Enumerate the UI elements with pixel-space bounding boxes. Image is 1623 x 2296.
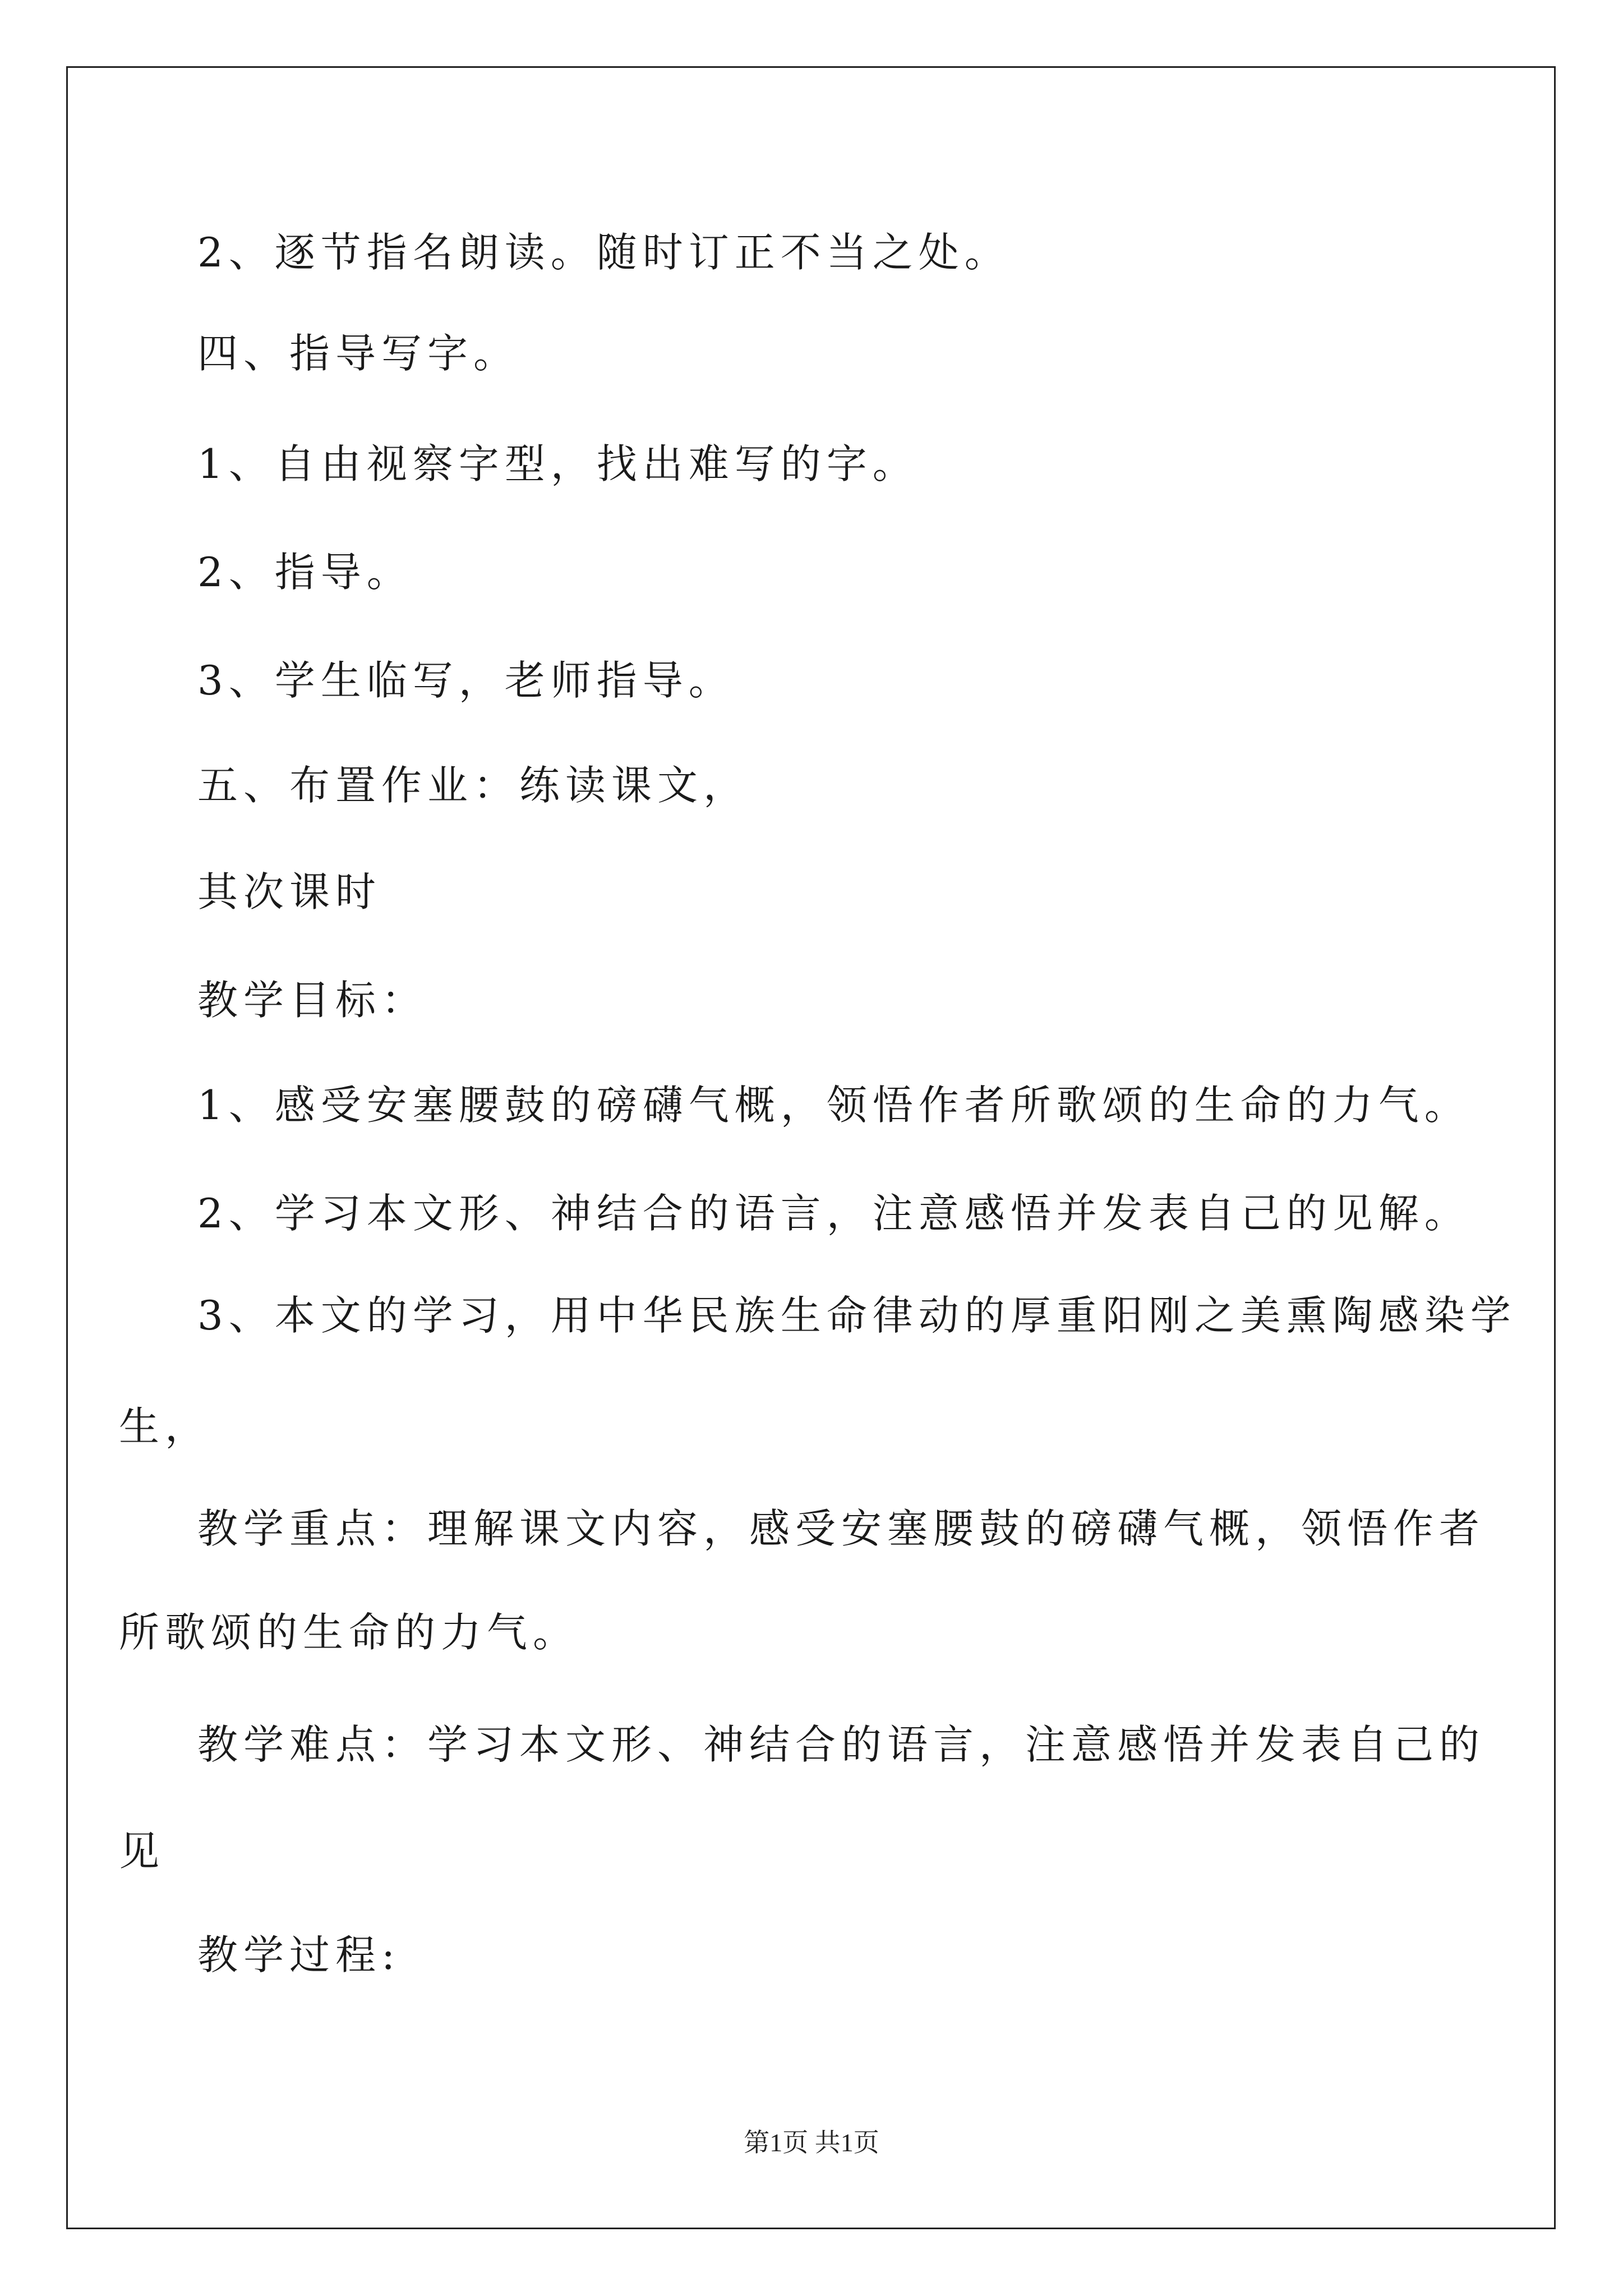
paragraph-line: 3、学生临写，老师指导。	[197, 657, 735, 704]
paragraph-line-continuation: 见	[119, 1828, 165, 1875]
paragraph-line: 1、感受安塞腰鼓的磅礴气概，领悟作者所歌颂的生命的力气。	[197, 1082, 1470, 1129]
paragraph-line: 2、指导。	[197, 549, 413, 596]
paragraph-line: 教学难点：学习本文形、神结合的语言，注意感悟并发表自己的	[197, 1721, 1486, 1768]
paragraph-line: 3、本文的学习，用中华民族生命律动的厚重阳刚之美熏陶感染学	[197, 1292, 1516, 1339]
paragraph-line-continuation: 生，	[119, 1403, 211, 1450]
page-footer: 第1页 共1页	[744, 2128, 879, 2157]
paragraph-line-continuation: 所歌颂的生命的力气。	[119, 1609, 579, 1656]
page-border	[66, 66, 1556, 2229]
section-heading: 教学目标：	[197, 977, 428, 1024]
paragraph-line: 2、逐节指名朗读。随时订正不当之处。	[197, 229, 1011, 276]
section-heading: 其次课时	[197, 868, 382, 915]
section-heading: 教学过程:	[197, 1931, 401, 1978]
section-heading: 五、布置作业：练读课文，	[197, 762, 750, 809]
paragraph-line: 1、自由视察字型，找出难写的字。	[197, 440, 919, 487]
paragraph-line: 教学重点：理解课文内容，感受安塞腰鼓的磅礴气概，领悟作者	[197, 1505, 1486, 1552]
section-heading: 四、指导写字。	[197, 330, 520, 377]
paragraph-line: 2、学习本文形、神结合的语言，注意感悟并发表自己的见解。	[197, 1190, 1470, 1237]
